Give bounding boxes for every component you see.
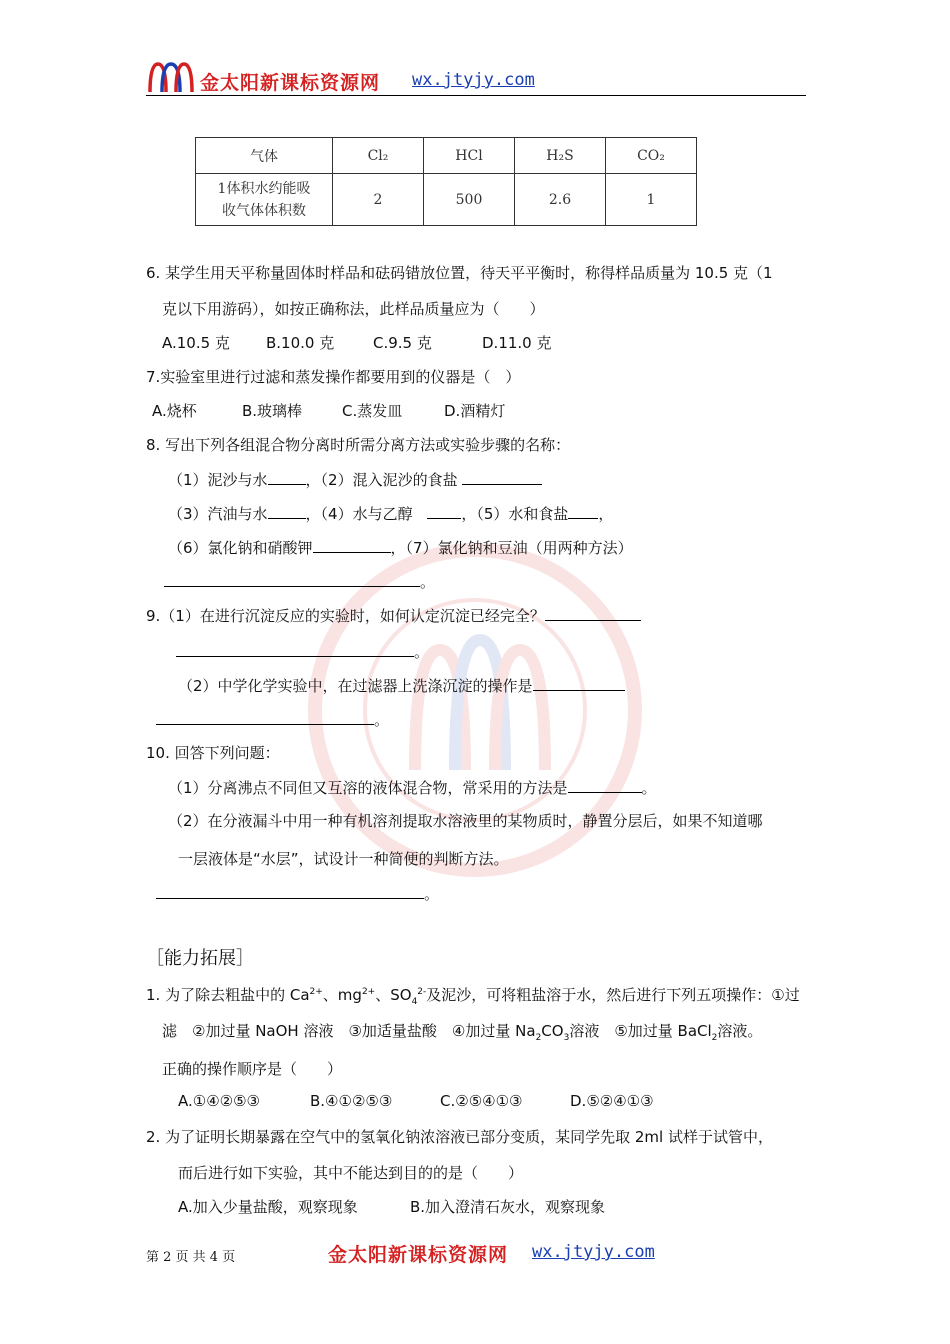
subscript: 2 bbox=[711, 1033, 718, 1043]
q10-part2-answer bbox=[156, 882, 439, 904]
q9-part1-cont bbox=[176, 640, 429, 662]
header-brand: 金太阳新课标资源网 bbox=[200, 72, 381, 94]
answer-blank[interactable] bbox=[268, 502, 306, 519]
q9-part2 bbox=[178, 674, 625, 696]
q6-option-c: C.9.5 克 bbox=[373, 334, 432, 352]
q8-part6: （6）氯化钠和硝酸钾 bbox=[168, 539, 313, 557]
answer-blank[interactable] bbox=[313, 536, 391, 553]
q7-option-d: D.酒精灯 bbox=[444, 402, 506, 420]
e1-text: 溶液。 bbox=[717, 1022, 763, 1040]
e1-text: 、mg bbox=[322, 986, 362, 1004]
table-row-label bbox=[196, 174, 333, 226]
q9-part2-text: （2）中学化学实验中，在过滤器上洗涤沉淀的操作是 bbox=[178, 677, 533, 695]
table-header-cell: HCl bbox=[424, 138, 515, 174]
q8-part4: ，（4）水与乙醇 bbox=[305, 505, 413, 523]
q10-part1-text: （1）分离沸点不同但又互溶的液体混合物，常采用的方法是 bbox=[168, 779, 568, 797]
superscript: 2+ bbox=[309, 987, 323, 997]
q6-line1: 6. 某学生用天平称量固体时样品和砝码错放位置，待天平平衡时，称得样品质量为 10.5 克（1 bbox=[146, 264, 773, 282]
table-cell: 2.6 bbox=[515, 174, 606, 226]
q10-part1 bbox=[168, 776, 657, 798]
q7-option-a: A.烧杯 bbox=[152, 402, 197, 420]
q8-part1: （1）泥沙与水 bbox=[168, 471, 268, 489]
q8-row2 bbox=[168, 502, 613, 524]
answer-blank[interactable] bbox=[533, 674, 625, 691]
answer-blank[interactable] bbox=[462, 468, 542, 485]
table-header-row bbox=[196, 138, 697, 174]
q10-stem: 10. 回答下列问题： bbox=[146, 744, 280, 762]
q10-end2: 。 bbox=[424, 885, 440, 903]
answer-blank[interactable] bbox=[176, 640, 414, 657]
q8-part2: ，（2）混入泥沙的食盐 bbox=[305, 471, 458, 489]
answer-blank[interactable] bbox=[545, 604, 641, 621]
e1-option-c: C.②⑤④①③ bbox=[440, 1092, 523, 1110]
e1-option-a: A.①④②⑤③ bbox=[178, 1092, 261, 1110]
header-url[interactable]: wx.jtyjy.com bbox=[412, 70, 535, 90]
row-label-line: 收气体体积数 bbox=[222, 202, 306, 219]
q8-row1 bbox=[168, 468, 542, 490]
q6-option-d: D.11.0 克 bbox=[482, 334, 552, 352]
q8-part3: （3）汽油与水 bbox=[168, 505, 268, 523]
q10-part2-line2: 一层液体是“水层”，试设计一种简便的判断方法。 bbox=[178, 850, 509, 868]
subscript: 4 bbox=[411, 997, 418, 1007]
answer-blank[interactable] bbox=[268, 468, 306, 485]
q9-end2: 。 bbox=[374, 711, 390, 729]
e1-option-d: D.⑤②④①③ bbox=[570, 1092, 654, 1110]
answer-blank[interactable] bbox=[156, 882, 424, 899]
answer-blank[interactable] bbox=[427, 502, 461, 519]
q8-end: 。 bbox=[420, 573, 436, 591]
table-header-cell: 气体 bbox=[196, 138, 333, 174]
q6-line2: 克以下用游码），如按正确称法，此样品质量应为（ ） bbox=[162, 300, 545, 318]
header-logo bbox=[146, 58, 196, 96]
q10-part2-line1: （2）在分液漏斗中用一种有机溶剂提取水溶液里的某物质时，静置分层后，如果不知道哪 bbox=[168, 812, 763, 830]
q9-part2-cont bbox=[156, 708, 389, 730]
e1-text: 、SO bbox=[375, 986, 412, 1004]
e2-line2: 而后进行如下实验，其中不能达到目的的是（ ） bbox=[178, 1164, 524, 1182]
answer-blank[interactable] bbox=[156, 708, 374, 725]
q8-stem: 8. 写出下列各组混合物分离时所需分离方法或实验步骤的名称： bbox=[146, 436, 571, 454]
e1-text: 滤 ②加过量 NaOH 溶液 ③加适量盐酸 ④加过量 Na bbox=[162, 1022, 536, 1040]
q6-option-a: A.10.5 克 bbox=[162, 334, 230, 352]
footer-page-number: 第 2 页 共 4 页 bbox=[146, 1250, 236, 1265]
q9-part1-text: 9.（1）在进行沉淀反应的实验时，如何认定沉淀已经完全？ bbox=[146, 607, 545, 625]
table-header-cell: Cl₂ bbox=[333, 138, 424, 174]
table-cell: 500 bbox=[424, 174, 515, 226]
q9-end1: 。 bbox=[414, 643, 430, 661]
superscript: 2- bbox=[417, 987, 427, 997]
table-cell: 2 bbox=[333, 174, 424, 226]
e1-text: 溶液 ⑤加过量 BaCl bbox=[569, 1022, 712, 1040]
q7-option-b: B.玻璃棒 bbox=[242, 402, 303, 420]
e1-text: 及泥沙，可将粗盐溶于水，然后进行下列五项操作：①过 bbox=[426, 986, 800, 1004]
row-label-line: 1体积水约能吸 bbox=[217, 180, 311, 197]
footer-url[interactable]: wx.jtyjy.com bbox=[532, 1242, 655, 1262]
answer-blank[interactable] bbox=[164, 570, 420, 587]
table-header-cell: H₂S bbox=[515, 138, 606, 174]
table-cell: 1 bbox=[606, 174, 697, 226]
table-row bbox=[196, 174, 697, 226]
q8-comma: ， bbox=[598, 505, 614, 523]
e1-line3: 正确的操作顺序是（ ） bbox=[162, 1060, 343, 1078]
q8-part7: ，（7）氯化钠和豆油（用两种方法） bbox=[390, 539, 633, 557]
answer-blank[interactable] bbox=[568, 502, 598, 519]
q8-part5: ，（5）水和食盐 bbox=[461, 505, 569, 523]
header-divider bbox=[146, 95, 806, 96]
subscript: 2 bbox=[535, 1033, 542, 1043]
e2-option-b: B.加入澄清石灰水，观察现象 bbox=[410, 1198, 606, 1216]
section-title: ［能力拓展］ bbox=[146, 948, 254, 969]
e1-text: CO bbox=[541, 1022, 564, 1040]
logo-icon bbox=[146, 58, 196, 96]
q7-stem: 7.实验室里进行过滤和蒸发操作都要用到的仪器是（ ） bbox=[146, 368, 521, 386]
q6-option-b: B.10.0 克 bbox=[266, 334, 335, 352]
q10-end1: 。 bbox=[641, 779, 657, 797]
e2-option-a: A.加入少量盐酸，观察现象 bbox=[178, 1198, 358, 1216]
e2-line1: 2. 为了证明长期暴露在空气中的氢氧化钠浓溶液已部分变质，某同学先取 2ml 试样于试管中， bbox=[146, 1128, 773, 1146]
q8-row4 bbox=[164, 570, 435, 592]
q9-part1 bbox=[146, 604, 641, 626]
table-header-cell: CO₂ bbox=[606, 138, 697, 174]
e1-text: 1. 为了除去粗盐中的 Ca bbox=[146, 986, 310, 1004]
q7-option-c: C.蒸发皿 bbox=[342, 402, 403, 420]
subscript: 3 bbox=[563, 1033, 570, 1043]
footer-brand: 金太阳新课标资源网 bbox=[328, 1244, 509, 1266]
e1-line1 bbox=[146, 984, 800, 1007]
superscript: 2+ bbox=[361, 987, 376, 997]
q8-row3 bbox=[168, 536, 633, 558]
e1-option-b: B.④①②⑤③ bbox=[310, 1092, 393, 1110]
answer-blank[interactable] bbox=[568, 776, 642, 793]
e1-line2 bbox=[162, 1020, 762, 1043]
gas-absorption-table bbox=[195, 137, 697, 226]
